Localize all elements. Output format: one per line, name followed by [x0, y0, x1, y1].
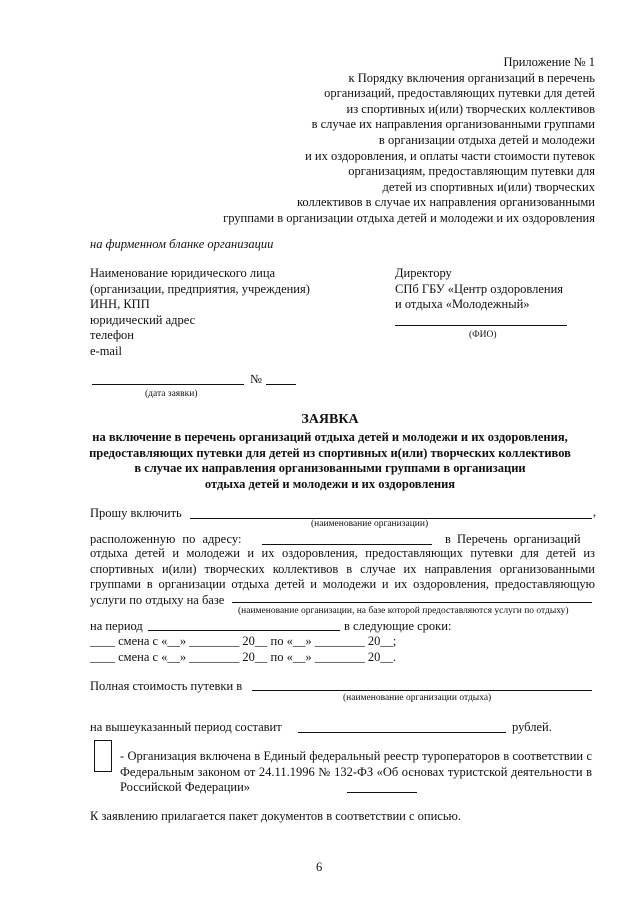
sender-line: (организации, предприятия, учреждения)	[90, 281, 310, 296]
located-tail: в Перечень организаций	[445, 532, 581, 546]
page-number: 6	[316, 860, 323, 874]
appendix-line: и их оздоровления, и оплаты части стоимости путевок	[305, 148, 595, 163]
addressee-line: СПб ГБУ «Центр оздоровления	[395, 281, 564, 296]
amount-tail: рублей.	[512, 720, 552, 734]
title-line: отдыха детей и молодежи и их оздоровления	[204, 477, 456, 492]
period-tail: в следующие сроки:	[344, 619, 452, 633]
appendix-line: детей из спортивных и(или) творческих	[382, 179, 595, 194]
org-caption: (наименование организации)	[311, 519, 429, 529]
number-line[interactable]	[266, 384, 296, 385]
paragraph-text: отдыха детей и молодежи и их оздоровления, предоставляющих путевки для детей из спортивных и(или) творческих коллективов в случае их направления организованными группами в организации отдыха детей и молодежи и их оздоровления, предоставляющую услуги по отдыху на базе	[90, 546, 595, 608]
attachment-text: К заявлению прилагается пакет документов в соответствии с описью.	[90, 809, 461, 823]
sender-line: телефон	[90, 328, 134, 343]
cost-caption: (наименование организации отдыха)	[343, 693, 492, 703]
base-caption: (наименование организации, на базе которой предоставляются услуги по отдыху)	[238, 606, 569, 616]
amount-line[interactable]	[298, 732, 506, 733]
cost-org-line[interactable]	[252, 690, 592, 691]
title-line: в случае их направления организованными группами в организации	[134, 461, 526, 476]
appendix-line: к Порядку включения организаций в перечень	[348, 70, 595, 85]
period-line[interactable]	[148, 630, 340, 631]
appendix-line: в организации отдыха детей и молодежи	[378, 132, 595, 147]
appendix-line: организаций, предоставляющих путевки для детей	[324, 86, 595, 101]
sender-block	[90, 266, 310, 360]
addressee-line: Директору	[395, 266, 452, 280]
date-line[interactable]	[92, 384, 244, 385]
sender-line: Наименование юридического лица	[90, 266, 276, 280]
shift-row: ____ смена с «__» ________ 20__ по «__» ________ 20__;	[90, 634, 397, 648]
appendix-line: организациям, предоставляющим путевки для	[348, 164, 595, 179]
date-caption: (дата заявки)	[145, 389, 198, 399]
period-label: на период	[90, 619, 143, 633]
shift-row: ____ смена с «__» ________ 20__ по «__» ________ 20__.	[90, 650, 396, 664]
number-sign: №	[250, 372, 262, 386]
sender-line: юридический адрес	[90, 312, 196, 327]
appendix-line: группами в организации отдыха детей и молодежи и их оздоровления	[223, 210, 595, 225]
request-end: ,	[593, 505, 597, 519]
appendix-header	[223, 55, 595, 227]
addressee-line: и отдыха «Молодежный»	[395, 297, 530, 312]
fio-line[interactable]	[395, 325, 567, 326]
base-org-line[interactable]	[232, 602, 592, 603]
registry-text	[120, 749, 592, 796]
fio-caption: (ФИО)	[469, 330, 497, 340]
request-label: Прошу включить	[90, 506, 182, 520]
body-paragraph	[90, 546, 595, 609]
cost-label: Полная стоимость путевки в	[90, 679, 243, 693]
appendix-line: в случае их направления организованными группами	[311, 117, 595, 132]
registry-text-content: - Организация включена в Единый федеральный реестр туроператоров в соответствии с Федеральным законом от 24.11.1996 № 132-ФЗ «Об основах туристской деятельности в Российской Федерации»	[120, 749, 592, 795]
addressee-block	[395, 266, 563, 313]
title-line: на включение в перечень организаций отдыха детей и молодежи и их оздоровления,	[92, 429, 568, 444]
appendix-line: коллективов в случае их направления организованными	[296, 195, 595, 210]
title-main: ЗАЯВКА	[301, 412, 359, 427]
registry-line[interactable]	[347, 792, 417, 793]
title-line: предоставляющих путевки для детей из спортивных и(или) творческих коллективов	[89, 445, 571, 460]
registry-checkbox[interactable]	[94, 740, 112, 772]
appendix-line: из спортивных и(или) творческих коллективов	[346, 101, 595, 116]
appendix-line: Приложение № 1	[503, 55, 595, 69]
application-title	[60, 412, 600, 493]
sender-line: ИНН, КПП	[90, 297, 150, 312]
letterhead-note: на фирменном бланке организации	[90, 237, 274, 251]
amount-label: на вышеуказанный период составит	[90, 720, 282, 734]
sender-line: e-mail	[90, 343, 122, 358]
located-label: расположенную по адресу:	[90, 532, 242, 546]
address-line[interactable]	[262, 544, 432, 545]
